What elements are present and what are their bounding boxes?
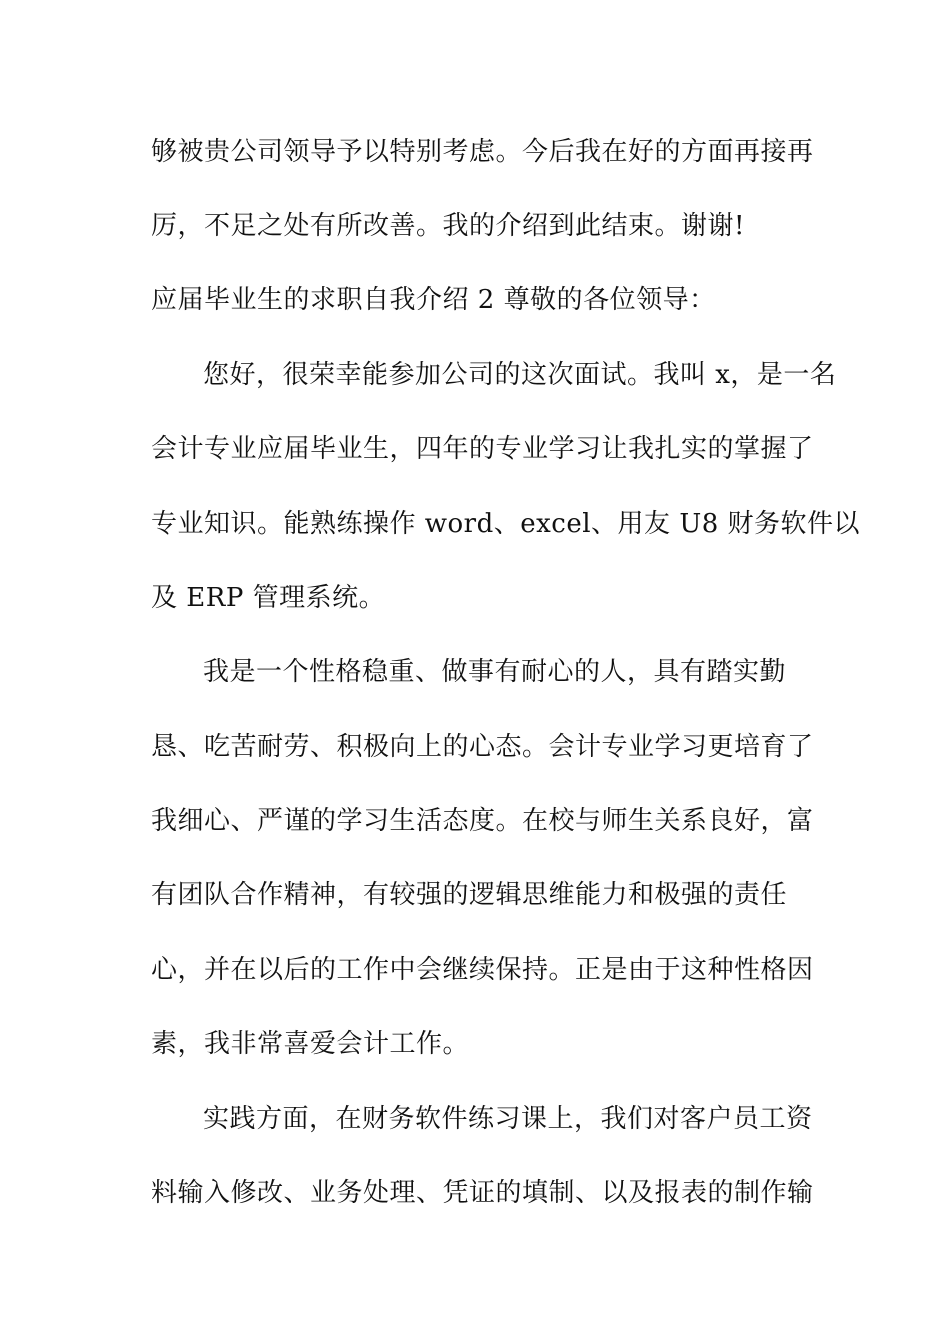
paragraph-line: 及 ERP 管理系统。 xyxy=(151,583,386,613)
paragraph-line: 我细心、严谨的学习生活态度。在校与师生关系良好，富 xyxy=(151,806,814,836)
paragraph-line: 料输入修改、业务处理、凭证的填制、以及报表的制作输 xyxy=(151,1178,814,1208)
section-heading: 应届毕业生的求职自我介绍 2 尊敬的各位领导： xyxy=(151,285,716,315)
paragraph-line: 会计专业应届毕业生，四年的专业学习让我扎实的掌握了 xyxy=(151,434,814,464)
paragraph-line: 我是一个性格稳重、做事有耐心的人，具有踏实勤 xyxy=(203,657,787,687)
paragraph-line: 有团队合作精神，有较强的逻辑思维能力和极强的责任 xyxy=(151,880,788,910)
paragraph-line: 您好，很荣幸能参加公司的这次面试。我叫 x，是一名 xyxy=(203,360,837,390)
paragraph-line: 心，并在以后的工作中会继续保持。正是由于这种性格因 xyxy=(151,955,814,985)
paragraph-line: 素，我非常喜爱会计工作。 xyxy=(151,1029,470,1059)
paragraph-line: 够被贵公司领导予以特别考虑。今后我在好的方面再接再 xyxy=(151,137,814,167)
paragraph-line: 专业知识。能熟练操作 word、excel、用友 U8 财务软件以 xyxy=(151,509,861,539)
paragraph-line: 实践方面，在财务软件练习课上，我们对客户员工资 xyxy=(203,1104,813,1134)
paragraph-line: 恳、吃苦耐劳、积极向上的心态。会计专业学习更培育了 xyxy=(151,732,814,762)
paragraph-line: 厉，不足之处有所改善。我的介绍到此结束。谢谢! xyxy=(151,211,745,241)
